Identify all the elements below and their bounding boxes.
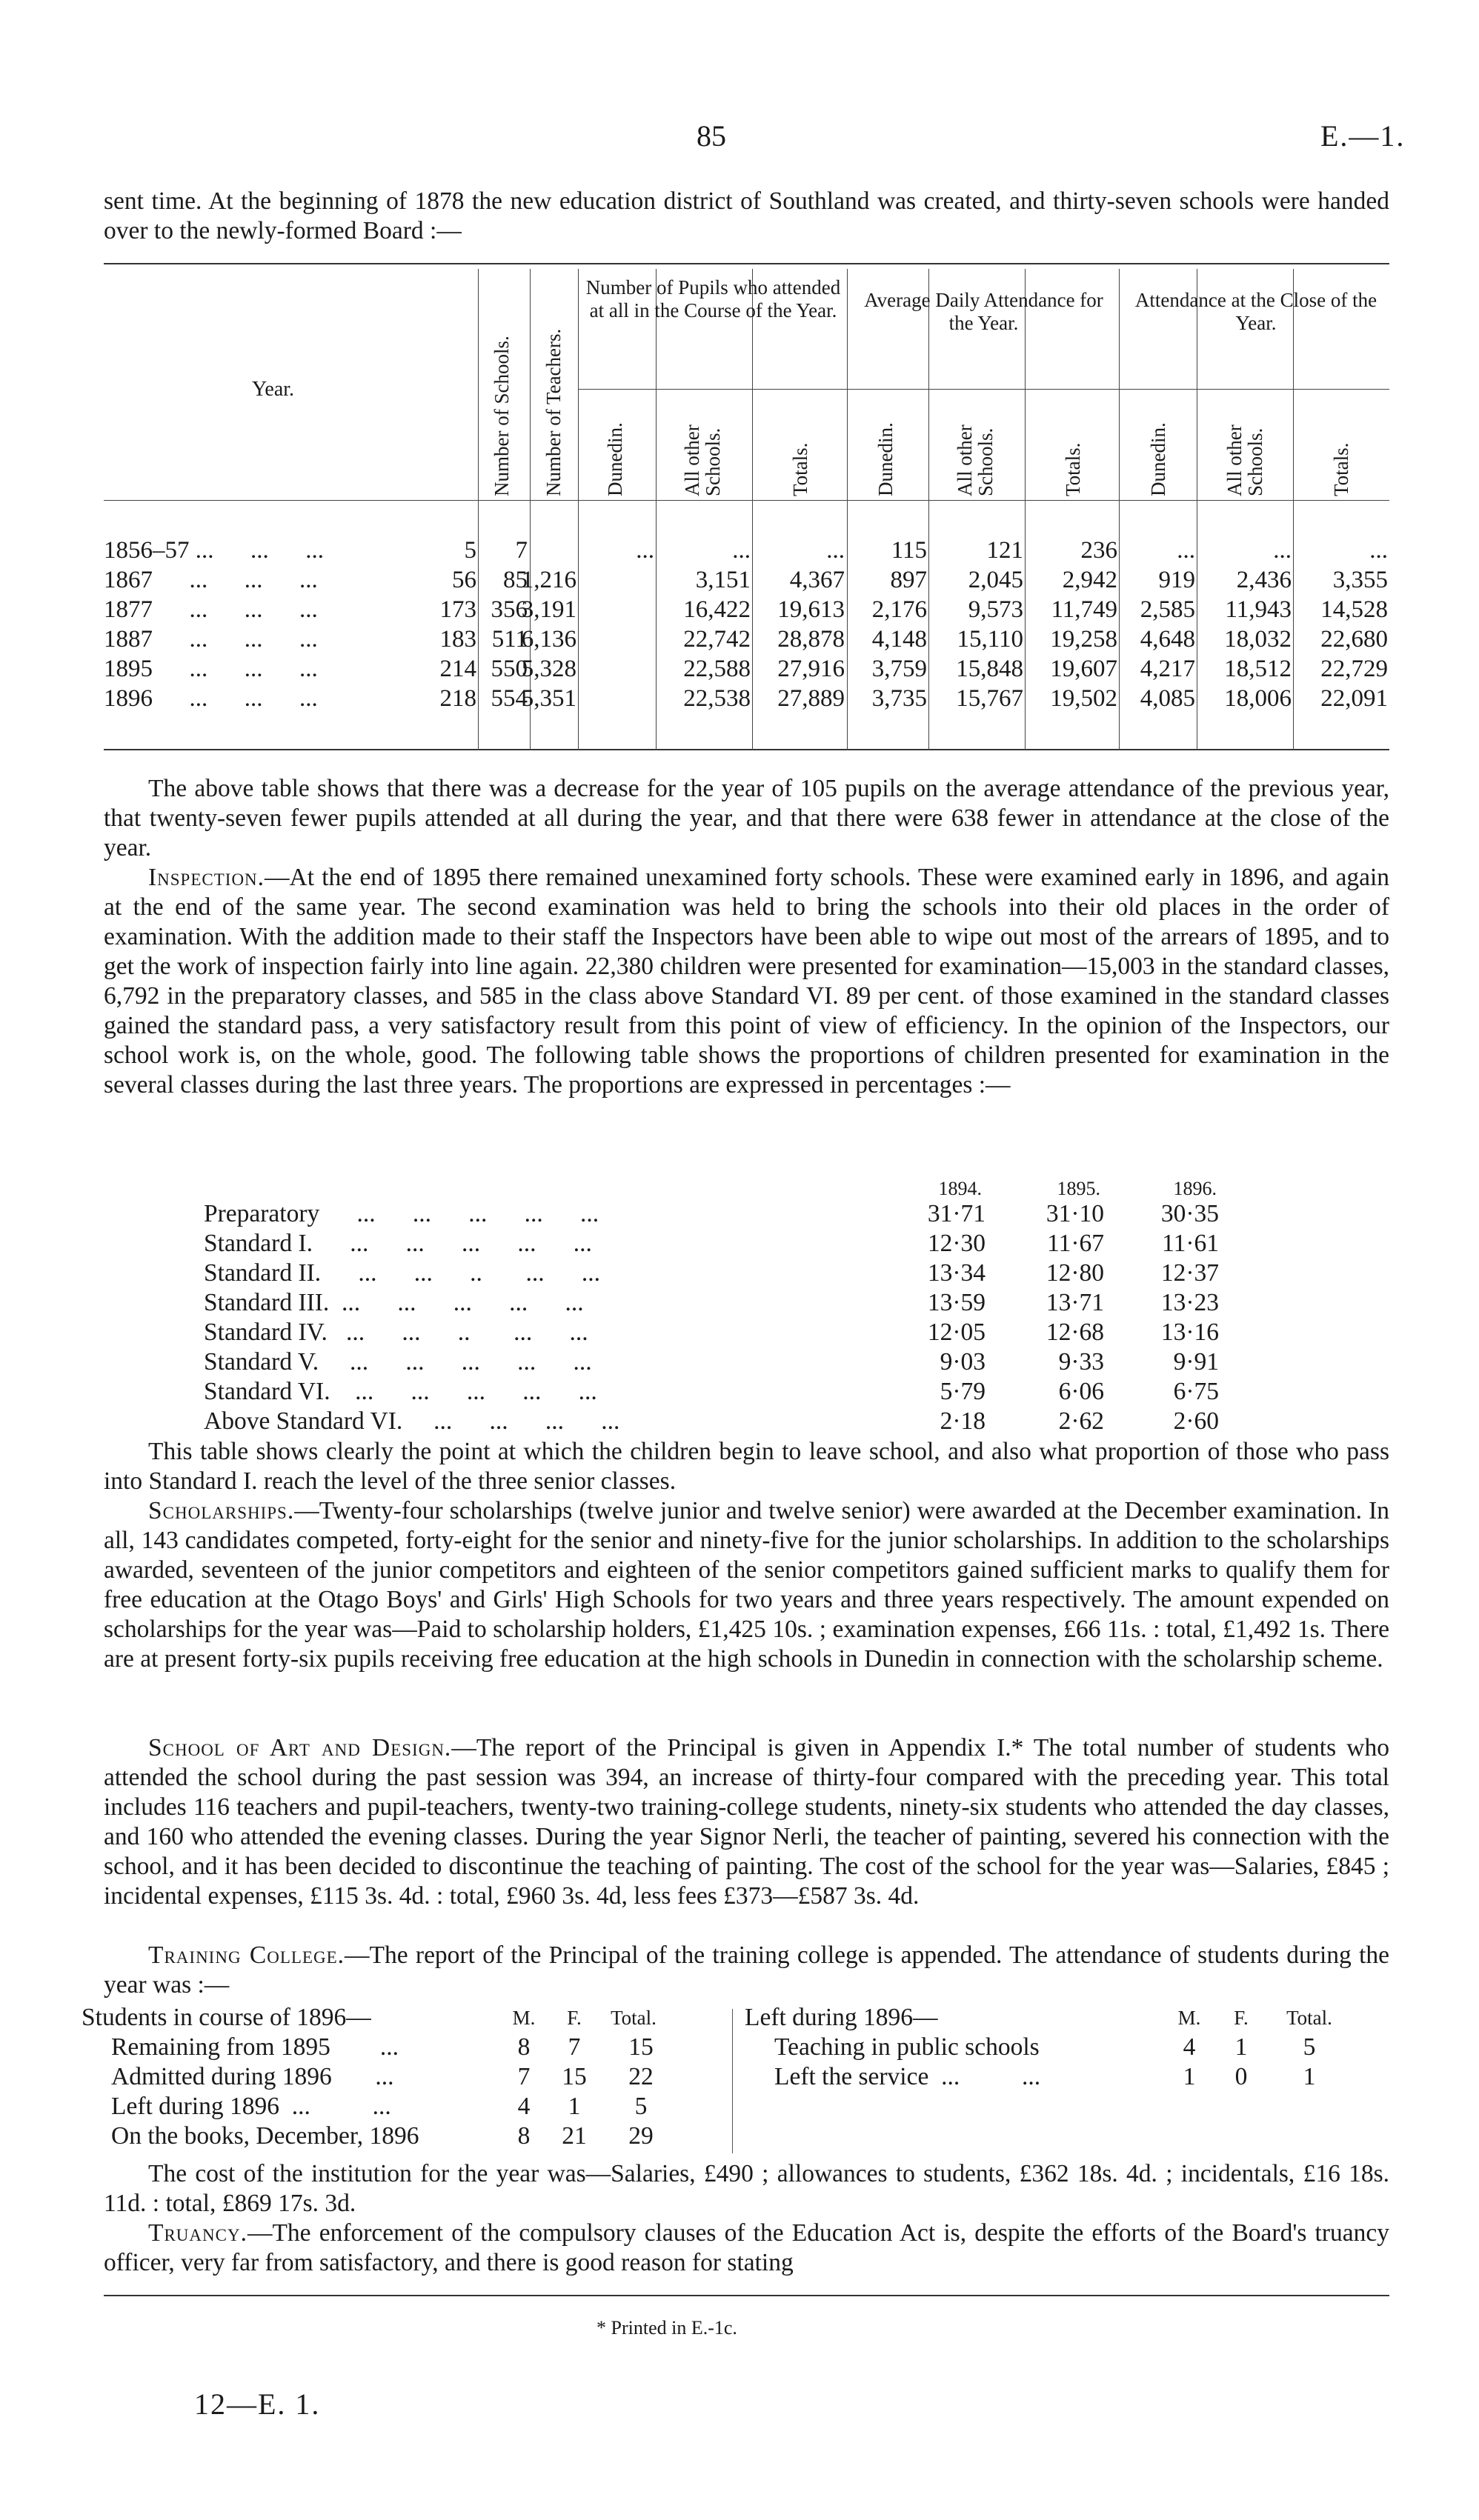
row-year: 1887 ... ... ... (104, 626, 318, 653)
attendance-table (104, 263, 1389, 752)
class-label: Above Standard VI. ... ... ... ... (204, 1407, 620, 1435)
sub-dunedin: Dunedin. (1147, 422, 1169, 496)
truancy-heading: Truancy. (148, 2219, 247, 2247)
cell-pupils-other: 22,742 (683, 626, 751, 653)
cell-close-total: 14,528 (1320, 596, 1388, 623)
class-label: Standard III. ... ... ... ... ... (204, 1289, 584, 1316)
cell-schools: 5 (464, 537, 476, 564)
cell-pupils-total: 28,878 (777, 626, 845, 653)
cell-avg-total: 19,607 (1050, 656, 1117, 682)
row-total: 5 (1303, 2033, 1316, 2061)
value-1894: 12·05 (927, 1319, 986, 1346)
cell-close-other: 11,943 (1225, 596, 1292, 623)
value-1896: 13·16 (1160, 1319, 1219, 1346)
intro-text: sent time. At the beginning of 1878 the new education district of Southland was created, and thirty-seven schools were handed over to the newly-formed Board :— (104, 187, 1389, 244)
proportions-row (204, 1200, 1315, 1230)
cell-close-other: ... (1273, 537, 1292, 564)
right-title: Left during 1896— (745, 2004, 938, 2031)
art-paragraph (104, 1733, 1389, 1911)
year-header: Year. (252, 378, 295, 401)
table-row (104, 626, 1389, 656)
cell-close-total: 22,729 (1320, 656, 1388, 682)
cell-pupils-other: 3,151 (695, 567, 751, 593)
value-1895: 12·68 (1046, 1319, 1104, 1346)
document-reference: E.—1. (1320, 119, 1406, 153)
class-label: Standard II. ... ... .. ... ... (204, 1259, 601, 1287)
proportions-row (204, 1259, 1315, 1289)
training-row (111, 2063, 748, 2093)
cell-close-other: 18,032 (1224, 626, 1292, 653)
cell-avg-other: 15,848 (956, 656, 1023, 682)
training-row (774, 2063, 1397, 2093)
summary-paragraph (104, 774, 1389, 863)
row-f: 21 (562, 2122, 587, 2150)
inspection-text: —At the end of 1895 there remained unexamined forty schools. These were examined early in 1896, and again at the end of the same year. The second examination was held to bring the schools into their old places in the order of examination. With the addition made to their staff the Inspectors have been able to wipe out most of the arrears of 1895, and to get the work of inspection fairly into line again. 22,380 children were presented for examination—15,003 in the standard classes, 6,792 in the preparatory classes, and 585 in the class above Standard VI. 89 per cent. of those examined in the standard classes gained the standard pass, a very satisfactory result from this point of view of efficiency. In the opinion of the Inspectors, our school work is, on the whole, good. The following table shows the proportions of children presented for examination in the several classes during the last three years. The proportions are expressed in percentages :— (104, 864, 1389, 1099)
cell-avg-other: 15,110 (957, 626, 1023, 653)
cell-avg-dunedin: 3,735 (871, 685, 927, 712)
cell-pupils-dunedin: 5,328 (521, 656, 576, 682)
cell-pupils-other: 22,588 (683, 656, 751, 682)
table-row (104, 656, 1389, 685)
average-group-header: Average Daily Attendance for the Year. (864, 289, 1103, 334)
cell-avg-dunedin: 897 (890, 567, 927, 593)
left-header-row (82, 2004, 748, 2033)
cell-avg-total: 11,749 (1051, 596, 1117, 623)
training-row (774, 2033, 1397, 2063)
truancy-paragraph (104, 2219, 1389, 2278)
value-1894: 13·34 (927, 1259, 986, 1287)
cell-close-dunedin: ... (1177, 537, 1195, 564)
training-row (111, 2033, 748, 2063)
leave-text: This table shows clearly the point at which the children begin to leave school, and also what proportion of those who pass into Standard I. reach the level of the three senior classes. (104, 1438, 1389, 1495)
cell-pupils-total: 4,367 (789, 567, 845, 593)
cell-avg-dunedin: 3,759 (871, 656, 927, 682)
cell-avg-dunedin: 4,148 (871, 626, 927, 653)
training-heading: Training College. (148, 1941, 345, 1969)
signature-mark: 12—E. 1. (194, 2387, 321, 2421)
cell-avg-other: 15,767 (956, 685, 1023, 712)
leave-paragraph (104, 1437, 1389, 1496)
value-1896: 9·91 (1173, 1348, 1219, 1376)
footnote-rule (104, 2295, 1389, 2296)
value-1896: 30·35 (1160, 1200, 1219, 1227)
value-1895: 13·71 (1046, 1289, 1104, 1316)
cell-teachers: 554 (491, 685, 528, 712)
cell-close-dunedin: 4,648 (1140, 626, 1195, 653)
row-total: 1 (1303, 2063, 1316, 2090)
class-label: Standard V. ... ... ... ... ... (204, 1348, 592, 1376)
value-1896: 2·60 (1173, 1407, 1219, 1435)
cell-pupils-other: 16,422 (683, 596, 751, 623)
proportions-row (204, 1348, 1315, 1378)
row-year: 1896 ... ... ... (104, 685, 318, 712)
training-text: —The report of the Principal of the training college is appended. The attendance of students during the year was :— (104, 1941, 1389, 1999)
row-year: 1895 ... ... ... (104, 656, 318, 682)
cell-close-dunedin: 4,085 (1140, 685, 1195, 712)
value-1894: 31·71 (927, 1200, 986, 1227)
cell-close-total: 22,091 (1320, 685, 1388, 712)
page-number: 85 (697, 119, 726, 153)
value-1896: 11·61 (1162, 1230, 1219, 1257)
scholarships-heading: Scholarships. (148, 1497, 295, 1524)
f-header: F. (1234, 2007, 1249, 2029)
cell-pupils-dunedin: ... (636, 537, 654, 564)
inspection-paragraph (104, 863, 1389, 1100)
m-header: M. (1177, 2007, 1201, 2029)
m-header: M. (512, 2007, 536, 2029)
row-label: Remaining from 1895 ... (111, 2033, 399, 2061)
value-1896: 12·37 (1160, 1259, 1219, 1287)
cell-schools: 173 (439, 596, 476, 623)
class-label: Preparatory ... ... ... ... ... (204, 1200, 599, 1227)
cell-close-total: ... (1369, 537, 1388, 564)
row-year: 1856–57 ... ... ... (104, 537, 324, 564)
training-cost-text: The cost of the institution for the year was—Salaries, £490 ; allowances to students, £362 18s. 4d. ; incidentals, £16 18s. 11d. : total, £869 17s. 3d. (104, 2160, 1389, 2217)
proportions-row (204, 1407, 1315, 1437)
training-row (111, 2093, 748, 2122)
truancy-text: —The enforcement of the compulsory clauses of the Education Act is, despite the efforts of the Board's truancy officer, very far from satisfactory, and there is good reason for stating (104, 2219, 1389, 2276)
f-header: F. (567, 2007, 582, 2029)
sub-dunedin: Dunedin. (604, 422, 626, 496)
cell-close-dunedin: 2,585 (1140, 596, 1195, 623)
row-label: Left during 1896 ... ... (111, 2093, 391, 2120)
value-1894: 2·18 (940, 1407, 986, 1435)
left-title: Students in course of 1896— (82, 2004, 371, 2031)
value-1896: 13·23 (1160, 1289, 1219, 1316)
table-row (104, 685, 1389, 715)
cell-pupils-dunedin: 5,351 (521, 685, 576, 712)
value-1894: 9·03 (940, 1348, 986, 1376)
value-1894: 5·79 (940, 1378, 986, 1405)
row-total: 5 (634, 2093, 648, 2120)
row-label: On the books, December, 1896 (111, 2122, 419, 2150)
cell-schools: 214 (439, 656, 476, 682)
cell-close-dunedin: 4,217 (1140, 656, 1195, 682)
proportions-row (204, 1378, 1315, 1407)
row-m: 7 (517, 2063, 531, 2090)
cell-schools: 183 (439, 626, 476, 653)
row-f: 1 (568, 2093, 581, 2120)
row-total: 29 (628, 2122, 654, 2150)
proportions-row (204, 1319, 1315, 1348)
year-1895-header: 1895. (1057, 1178, 1100, 1199)
close-group-header: Attendance at the Close of the Year. (1134, 289, 1377, 334)
total-header: Total. (611, 2007, 657, 2029)
table-row (104, 567, 1389, 596)
art-text: —The report of the Principal is given in Appendix I.* The total number of students who attended the school during the past session was 394, an increase of thirty-four compared with the preceding year. This total includes 116 teachers and pupil-teachers, twenty-two training-college students, ninety-six students who attended the day classes, and 160 who attended the evening classes. During the year Signor Nerli, the teacher of painting, severed his connection with the school, and it has been decided to discontinue the teaching of painting. The cost of the school for the year was—Salaries, £845 ; incidental expenses, £115 3s. 4d. : total, £960 3s. 4d, less fees £373—£587 3s. 4d. (104, 1734, 1389, 1910)
cell-avg-other: 2,045 (968, 567, 1023, 593)
value-1895: 31·10 (1046, 1200, 1104, 1227)
cell-avg-other: 121 (986, 537, 1023, 564)
right-header-row (745, 2004, 1397, 2033)
sub-totals: Totals. (1330, 442, 1352, 496)
sub-other: All other Schools. (681, 424, 724, 496)
row-m: 8 (517, 2122, 531, 2150)
header-bottom-rule (104, 500, 1389, 501)
scholarships-paragraph (104, 1496, 1389, 1674)
value-1894: 12·30 (927, 1230, 986, 1257)
cell-pupils-dunedin: 1,216 (521, 567, 576, 593)
cell-teachers: 511 (491, 626, 528, 653)
cell-pupils-dunedin: 3,191 (521, 596, 576, 623)
row-f: 1 (1234, 2033, 1248, 2061)
cell-teachers: 550 (491, 656, 528, 682)
sub-totals: Totals. (1062, 442, 1084, 496)
inspection-heading: Inspection. (148, 864, 265, 891)
cell-pupils-dunedin: 6,136 (521, 626, 576, 653)
value-1896: 6·75 (1173, 1378, 1219, 1405)
training-cost-paragraph (104, 2159, 1389, 2219)
cell-avg-total: 236 (1080, 537, 1117, 564)
training-paragraph (104, 1941, 1389, 2000)
cell-avg-total: 19,258 (1050, 626, 1117, 653)
cell-avg-total: 19,502 (1050, 685, 1117, 712)
value-1895: 9·33 (1058, 1348, 1104, 1376)
table-row (104, 537, 1389, 567)
table-top-rule (104, 263, 1389, 264)
cell-teachers: 7 (515, 537, 528, 564)
cell-pupils-total: ... (826, 537, 845, 564)
proportions-row (204, 1289, 1315, 1319)
table-row (104, 596, 1389, 626)
value-1894: 13·59 (927, 1289, 986, 1316)
row-m: 8 (517, 2033, 531, 2061)
cell-pupils-total: 27,916 (777, 656, 845, 682)
value-1895: 12·80 (1046, 1259, 1104, 1287)
cell-teachers: 85 (503, 567, 528, 593)
sub-totals: Totals. (789, 442, 811, 496)
value-1895: 2·62 (1058, 1407, 1104, 1435)
art-heading: School of Art and Design. (148, 1734, 452, 1761)
cell-pupils-total: 19,613 (777, 596, 845, 623)
cell-avg-total: 2,942 (1062, 567, 1117, 593)
cell-close-other: 18,512 (1224, 656, 1292, 682)
row-f: 15 (562, 2063, 587, 2090)
value-1895: 6·06 (1058, 1378, 1104, 1405)
schools-header: Number of Schools. (491, 336, 513, 496)
sub-dunedin: Dunedin. (874, 422, 897, 496)
cell-pupils-total: 27,889 (777, 685, 845, 712)
pupils-group-header: Number of Pupils who attended at all in the Course of the Year. (585, 276, 841, 321)
scholarships-text: —Twenty-four scholarships (twelve junior and twelve senior) were awarded at the December examination. In all, 143 candidates competed, forty-eight for the senior and ninety-five for the junior scholarships. In addition to the scholarships awarded, seventeen of the junior competitors and eighteen of the senior competitors gained sufficient marks to qualify them for free education at the Otago Boys' and Girls' High Schools for two years and three years respectively. The amount expended on scholarships for the year was—Paid to scholarship holders, £1,425 10s. ; examination expenses, £66 11s. : total, £1,492 1s. There are at present forty-six pupils receiving free education at the high schools in Dunedin in connection with the scholarship scheme. (104, 1497, 1389, 1673)
cell-teachers: 356 (491, 596, 528, 623)
sub-other: All other Schools. (1223, 424, 1266, 496)
year-1896-header: 1896. (1173, 1178, 1217, 1199)
table-divider (732, 2009, 733, 2153)
row-year: 1867 ... ... ... (104, 567, 318, 593)
cell-pupils-other: 22,538 (683, 685, 751, 712)
row-f: 0 (1234, 2063, 1248, 2090)
row-total: 22 (628, 2063, 654, 2090)
training-row (111, 2122, 748, 2152)
class-label: Standard IV. ... ... .. ... ... (204, 1319, 588, 1346)
row-m: 4 (517, 2093, 531, 2120)
cell-avg-dunedin: 115 (891, 537, 927, 564)
cell-pupils-other: ... (732, 537, 751, 564)
year-1894-header: 1894. (938, 1178, 982, 1199)
row-label: Admitted during 1896 ... (111, 2063, 394, 2090)
cell-avg-dunedin: 2,176 (871, 596, 927, 623)
cell-close-dunedin: 919 (1158, 567, 1195, 593)
cell-close-total: 3,355 (1332, 567, 1388, 593)
row-m: 1 (1183, 2063, 1196, 2090)
class-label: Standard I. ... ... ... ... ... (204, 1230, 592, 1257)
class-label: Standard VI. ... ... ... ... ... (204, 1378, 597, 1405)
row-m: 4 (1183, 2033, 1196, 2061)
total-header: Total. (1286, 2007, 1332, 2029)
row-f: 7 (568, 2033, 581, 2061)
row-total: 15 (628, 2033, 654, 2061)
sub-other: All other Schools. (954, 424, 997, 496)
footnote: * Printed in E.-1c. (596, 2317, 737, 2339)
cell-close-total: 22,680 (1320, 626, 1388, 653)
row-label: Teaching in public schools (774, 2033, 1040, 2061)
row-year: 1877 ... ... ... (104, 596, 318, 623)
cell-schools: 218 (439, 685, 476, 712)
cell-close-other: 18,006 (1224, 685, 1292, 712)
proportions-row (204, 1230, 1315, 1259)
cell-close-other: 2,436 (1236, 567, 1292, 593)
intro-paragraph (104, 187, 1389, 246)
row-label: Left the service ... ... (774, 2063, 1041, 2090)
value-1895: 11·67 (1047, 1230, 1104, 1257)
cell-schools: 56 (452, 567, 476, 593)
cell-avg-other: 9,573 (968, 596, 1023, 623)
teachers-header: Number of Teachers. (542, 328, 565, 496)
summary-text: The above table shows that there was a decrease for the year of 105 pupils on the average attendance of the previous year, that twenty-seven fewer pupils attended at all during the year, and that there were 638 fewer in attendance at the close of the year. (104, 775, 1389, 861)
